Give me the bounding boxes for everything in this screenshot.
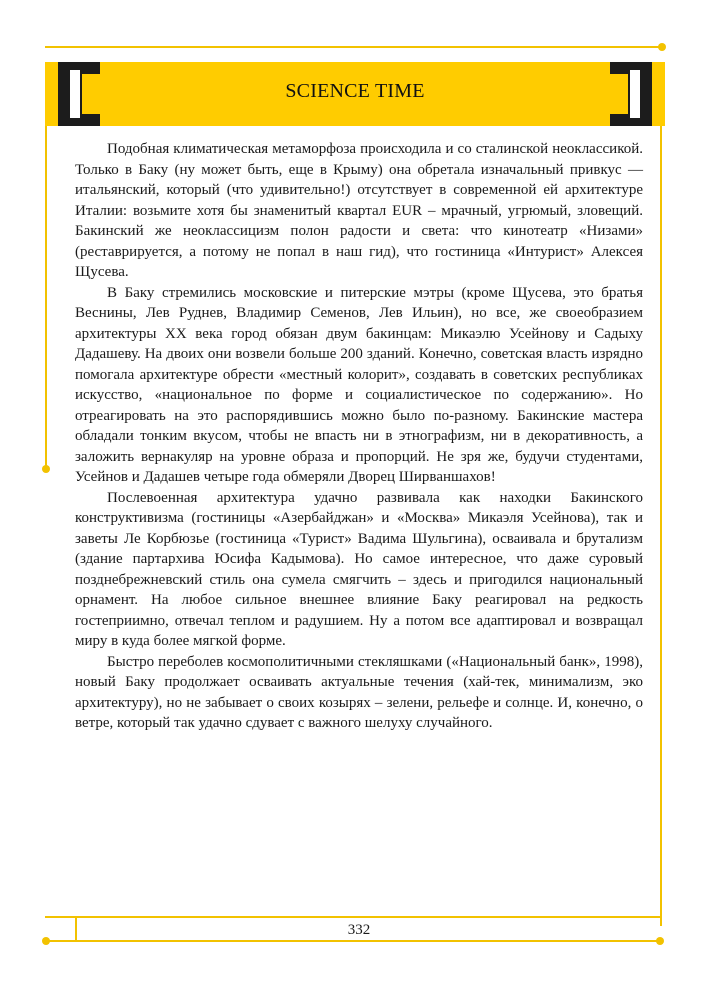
frame-dot-bottom-left xyxy=(42,937,50,945)
paragraph-3: Послевоенная архитектура удачно развивала как находки Бакинского конструктивизма (гостиницы «Азербайджан» и «Москва» Микаэля Усейнова), так и заветы Ле Корбюзье (гостиница «Турист» Вадима Шульгина), осваивала и брутализм (здание партархива Юсифа Кадымова). Но самое интересное, что даже суровый позднебрежневский стиль она сумела смягчить – здесь и пригодился национальный орнамент. На любое сильное внешнее влияние Баку реагировал на редкость гостеприимно, отвечал теплом и радушием. Ну а потом все адаптировал и возвращал миру в куда более мягкой форме. xyxy=(75,489,643,649)
frame-dot-left-middle xyxy=(42,465,50,473)
footer-bottom-line xyxy=(45,940,658,942)
frame-dot-bottom-right xyxy=(656,937,664,945)
paragraph-4: Быстро переболев космополитичными стекляшками («Национальный банк», 1998), новый Баку продолжает осваивать актуальные течения (хай-тек, минимализм, эко архитектуру), но не забывает о своих козырях – зелени, рельефе и солнце. И, конечно, о ветре, который так удачно сдувает с важного шелуху случайного. xyxy=(75,653,643,731)
frame-left-line xyxy=(45,126,47,471)
article-body xyxy=(75,139,643,734)
paragraph-2: В Баку стремились московские и питерские мэтры (кроме Щусева, это братья Веснины, Лев Руднев, Владимир Семенов, Лев Ильин), но все, же своеобразием архитектуры XX века город обязан двум бакинцам: Микаэлю Усейнову и Садыху Дадашеву. На двоих они возвели больше 200 зданий. Конечно, советская власть изрядно помогала архитектуре обрести «местный колорит», создавать в советских республиках искусство, «национальное по форме и социалистическое по содержанию». Но отреагировать на это распорядившись можно было по-разному. Бакинские мастера обладали тонким вкусом, чтобы не впасть ни в этнографизм, ни в декоративность, а заложить вернакуляр на уровне образа и пропорций. Не зря же, будучи студентами, Усейнов и Дадашев четыре года обмеряли Дворец Ширваншахов! xyxy=(75,284,643,485)
frame-right-line xyxy=(660,126,662,926)
footer-top-line xyxy=(45,916,662,918)
header-right-bracket-inner xyxy=(630,70,640,118)
paragraph-1: Подобная климатическая метаморфоза происходила и со сталинской неоклассикой. Только в Баку (ну может быть, еще в Крыму) она обретала изначальный привкус — итальянский, который (что удивительно!) отсутствует в современной ей архитектуре Италии: возьмите хотя бы знаменитый квартал EUR – мрачный, угрюмый, зловещий. Бакинский же неоклассицизм полон радости и света: что кинотеатр «Низами» (реставрируется, а потому не попал в наш гид), что гостиница «Интурист» Алексея Щусева. xyxy=(75,141,643,280)
frame-top-line xyxy=(45,46,662,48)
header-left-bracket-inner xyxy=(70,70,80,118)
page-number: 332 xyxy=(347,922,371,938)
header-title: SCIENCE TIME xyxy=(285,80,425,102)
frame-dot-top-right xyxy=(658,43,666,51)
